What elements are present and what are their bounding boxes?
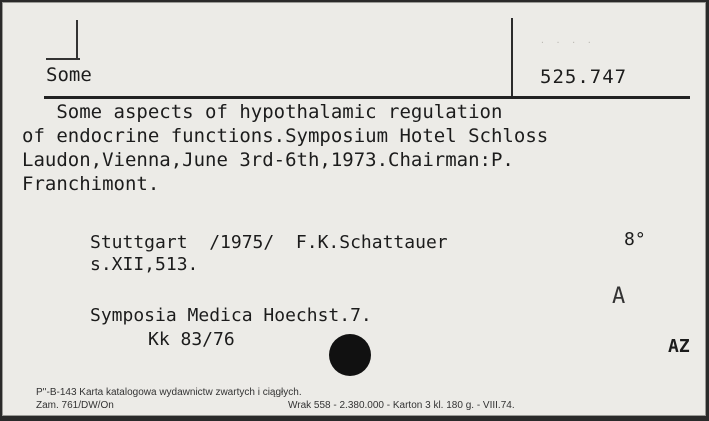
title-statement bbox=[22, 100, 706, 196]
title-line: of endocrine functions.Symposium Hotel Schloss bbox=[22, 125, 549, 147]
card-heading: Some bbox=[46, 64, 92, 86]
imprint: Stuttgart /1975/ F.K.Schattauer bbox=[90, 232, 448, 253]
footer-print-run: Wrak 558 - 2.380.000 - Karton 3 kl. 180 g. - VIII.74. bbox=[288, 400, 515, 411]
series-symbol: A bbox=[612, 284, 626, 309]
pagination: s.XII,513. bbox=[90, 254, 199, 275]
header-divider-horizontal bbox=[44, 96, 690, 99]
collection-mark: AZ bbox=[668, 336, 690, 357]
catalog-card bbox=[2, 2, 706, 416]
title-line: Some aspects of hypothalamic regulation bbox=[22, 101, 503, 123]
shelfmark: 525.747 bbox=[540, 66, 628, 88]
format: 8° bbox=[624, 229, 646, 250]
title-line: Franchimont. bbox=[22, 173, 160, 195]
call-number: Kk 83/76 bbox=[148, 329, 235, 350]
punch-hole bbox=[329, 334, 371, 376]
header-divider-vertical bbox=[511, 18, 513, 98]
series-statement: Symposia Medica Hoechst.7. bbox=[90, 305, 372, 326]
faint-stamp-mark: · · · · bbox=[540, 38, 595, 47]
filing-mark bbox=[46, 20, 82, 60]
title-line: Laudon,Vienna,June 3rd-6th,1973.Chairman:P. bbox=[22, 149, 514, 171]
footer-order-number: Zam. 761/DW/On bbox=[36, 400, 114, 411]
footer-form-line: P''-B-143 Karta katalogowa wydawnictw zwartych i ciągłych. bbox=[36, 387, 302, 398]
